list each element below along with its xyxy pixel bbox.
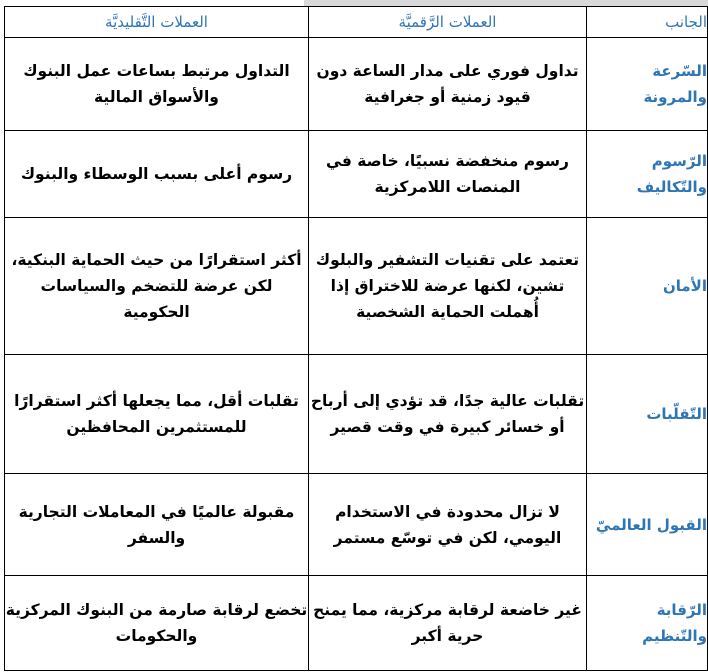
traditional-text: تقلبات أقل، مما يجعلها أكثر استقرارًا للمستثمرين المحافظين [14,392,299,436]
table-row [5,38,708,131]
digital-text: تقلبات عالية جدًا، قد تؤدي إلى أرباح أو خسائر كبيرة في وقت قصير [310,392,585,436]
row-aspect: القبول العالميّ [587,474,708,576]
table-row [5,576,708,671]
comparison-table [4,6,708,671]
row-traditional [5,218,309,355]
table-row [5,474,708,576]
row-digital [309,131,587,218]
traditional-text: رسوم أعلى بسبب الوسطاء والبنوك [20,165,293,183]
table-row [5,218,708,355]
row-aspect: التّقلّبات [587,355,708,474]
row-digital [309,474,587,576]
header-aspect: الجانب [587,7,708,38]
row-digital [309,355,587,474]
digital-text: لا تزال محدودة في الاستخدام اليومي، لكن في توسّع مستمر [333,502,562,547]
table-row [5,131,708,218]
traditional-text: تخضع لرقابة صارمة من البنوك المركزية والحكومات [5,601,308,645]
row-aspect: السّرعة والمرونة [587,38,708,131]
digital-text: غير خاضعة لرقابة مركزية، مما يمنح حرية أكبر [313,601,582,645]
row-traditional [5,355,309,474]
row-digital [309,38,587,131]
row-aspect: الرّسوم والتّكاليف [587,131,708,218]
row-digital [309,218,587,355]
digital-text: رسوم منخفضة نسبيًا، خاصة في المنصات اللامركزية [326,152,569,196]
traditional-text: مقبولة عالميًا في المعاملات التجارية والسفر [18,502,295,547]
traditional-text: التداول مرتبط بساعات عمل البنوك والأسواق المالية [23,62,290,106]
row-digital [309,576,587,671]
digital-text: تداول فوري على مدار الساعة دون قيود زمنية أو جغرافية [316,62,579,106]
row-traditional [5,474,309,576]
row-traditional [5,576,309,671]
header-row [5,7,708,38]
header-digital: العملات الرَّقميَّة [309,7,587,38]
traditional-text: أكثر استقرارًا من حيث الحماية البنكية، لكن عرضة للتضخم والسياسات الحكومية [11,251,302,321]
row-traditional [5,38,309,131]
row-aspect: الأمان [587,218,708,355]
table-row [5,355,708,474]
row-aspect: الرّقابة والتّنظيم [587,576,708,671]
row-traditional [5,131,309,218]
header-traditional: العملات التَّقليديَّة [5,7,309,38]
digital-text: تعتمد على تقنيات التشفير والبلوك تشين، لكنها عرضة للاختراق إذا أُهملت الحماية الشخصية [315,251,580,321]
